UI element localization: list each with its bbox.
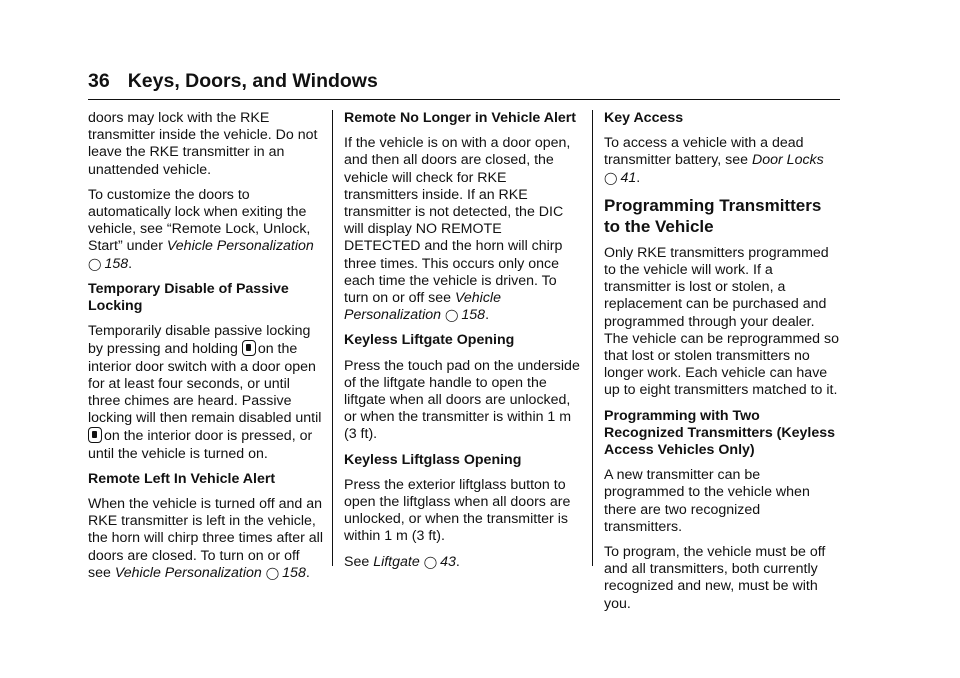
section-heading: Remote Left In Vehicle Alert [88, 470, 276, 487]
cross-reference-link[interactable]: Door Locks [751, 152, 824, 169]
cross-reference-link[interactable]: Liftgate [373, 553, 420, 570]
major-heading: Programming Transmitters to the Vehicle [604, 195, 822, 236]
paragraph: To program, the vehicle must be off and all transmitters, both currently recognized and new, must be with you. [604, 544, 826, 612]
column-divider [332, 110, 333, 566]
paragraph-text: When the vehicle is turned off and an RKE transmitter is left in the vehicle, the horn will chirp three times after all doors are closed. To turn on or off see [88, 496, 323, 581]
page-reference[interactable]: 43 [440, 553, 456, 570]
paragraph-text: on the interior door is pressed, or until the vehicle is turned on. [88, 428, 313, 462]
paragraph-text: To customize the doors to automatically lock when exiting the vehicle, see “Remote Lock, Unlock, Start” under [88, 186, 311, 255]
paragraph: A new transmitter can be programmed to the vehicle when there are two recognized transmitters. [604, 467, 810, 535]
paragraph: See Liftgate ◯ 43. [344, 553, 460, 570]
paragraph: When the vehicle is turned off and an RKE transmitter is left in the vehicle, the horn will chirp three times after all doors are closed. To turn on or off see Vehicle Personalization ◯ 158. [88, 496, 323, 581]
column-divider [592, 110, 593, 566]
section-heading: Keyless Liftglass Opening [344, 451, 522, 468]
page-reference[interactable]: 41 [620, 169, 637, 186]
column-1 [88, 110, 324, 590]
section-heading: Key Access [604, 110, 684, 126]
page-reference[interactable]: 158 [282, 564, 306, 581]
page-reference-icon: ◯ [444, 308, 459, 323]
page-reference-icon: ◯ [423, 554, 438, 569]
chapter-title: Keys, Doors, and Windows [127, 70, 378, 92]
column-2 [344, 110, 580, 579]
page-reference[interactable]: 158 [461, 307, 486, 324]
paragraph: Press the touch pad on the underside of the liftgate handle to open the liftgate when all doors are unlocked, or when the transmitter is within 1 m (3 ft). [344, 357, 580, 443]
page-reference[interactable]: 158 [104, 255, 129, 272]
section-heading: Temporary Disable of Passive Locking [88, 280, 289, 315]
paragraph: If the vehicle is on with a door open, and then all doors are closed, the vehicle will check for RKE transmitters inside. If an RKE transmitter is not detected, the DIC will display NO REMOTE DETECTED and the horn will chirp three times. This occurs only once each time the vehicle is driven. To turn on or off see Vehicle Personalization ◯ 158. [344, 135, 571, 324]
section-heading: Remote No Longer in Vehicle Alert [344, 110, 577, 126]
page-reference-icon: ◯ [265, 565, 280, 580]
paragraph: doors may lock with the RKE transmitter inside the vehicle. Do not leave the RKE transmitter in an unattended vehicle. [88, 110, 318, 178]
page-number: 36 [88, 70, 110, 92]
page-header [88, 70, 840, 93]
lock-icon [88, 427, 102, 443]
section-heading: Programming with Two Recognized Transmitters (Keyless Access Vehicles Only) [604, 407, 836, 459]
paragraph [88, 323, 324, 463]
paragraph-text: on the interior door switch with a door open for at least four seconds, or until three chimes are heard. Passive locking will then remain disabled until [88, 341, 322, 427]
cross-reference-link[interactable]: Vehicle Personalization [114, 564, 262, 581]
paragraph-text: See [344, 553, 374, 570]
column-3 [604, 110, 840, 621]
header-rule [88, 99, 840, 100]
section-heading: Keyless Liftgate Opening [344, 332, 515, 349]
paragraph: To customize the doors to automatically lock when exiting the vehicle, see “Remote Lock, Unlock, Start” under Vehicle Personalization ◯ 158. [88, 186, 314, 272]
paragraph-text: If the vehicle is on with a door open, and then all doors are closed, the vehicle will check for RKE transmitters inside. If an RKE transmitter is not detected, the DIC will display NO REMOTE DETECTED and the horn will chirp three times. This occurs only once each time the vehicle is driven. To turn on or off see [344, 135, 571, 307]
cross-reference-link[interactable]: Vehicle Personalization [166, 238, 314, 255]
page-reference-icon: ◯ [604, 170, 618, 185]
paragraph-text: To access a vehicle with a dead transmitter battery, see [604, 135, 804, 169]
cross-reference-link[interactable]: Vehicle Personalization [344, 290, 501, 324]
paragraph: To access a vehicle with a dead transmitter battery, see Door Locks ◯ 41. [604, 135, 824, 186]
page-reference-icon: ◯ [88, 256, 102, 271]
paragraph: Only RKE transmitters programmed to the vehicle will work. If a transmitter is lost or stolen, a replacement can be purchased and programmed through your dealer. The vehicle can be reprogrammed so that lost or stolen transmitters no longer work. Each vehicle can have up to eight transmitters matched to it. [604, 244, 840, 399]
lock-icon [242, 340, 256, 356]
paragraph: Press the exterior liftglass button to open the liftglass when all doors are unlocked, or when the transmitter is within 1 m (3 ft). [344, 476, 571, 545]
paragraph-text: Temporarily disable passive locking by pressing and holding [88, 323, 311, 358]
